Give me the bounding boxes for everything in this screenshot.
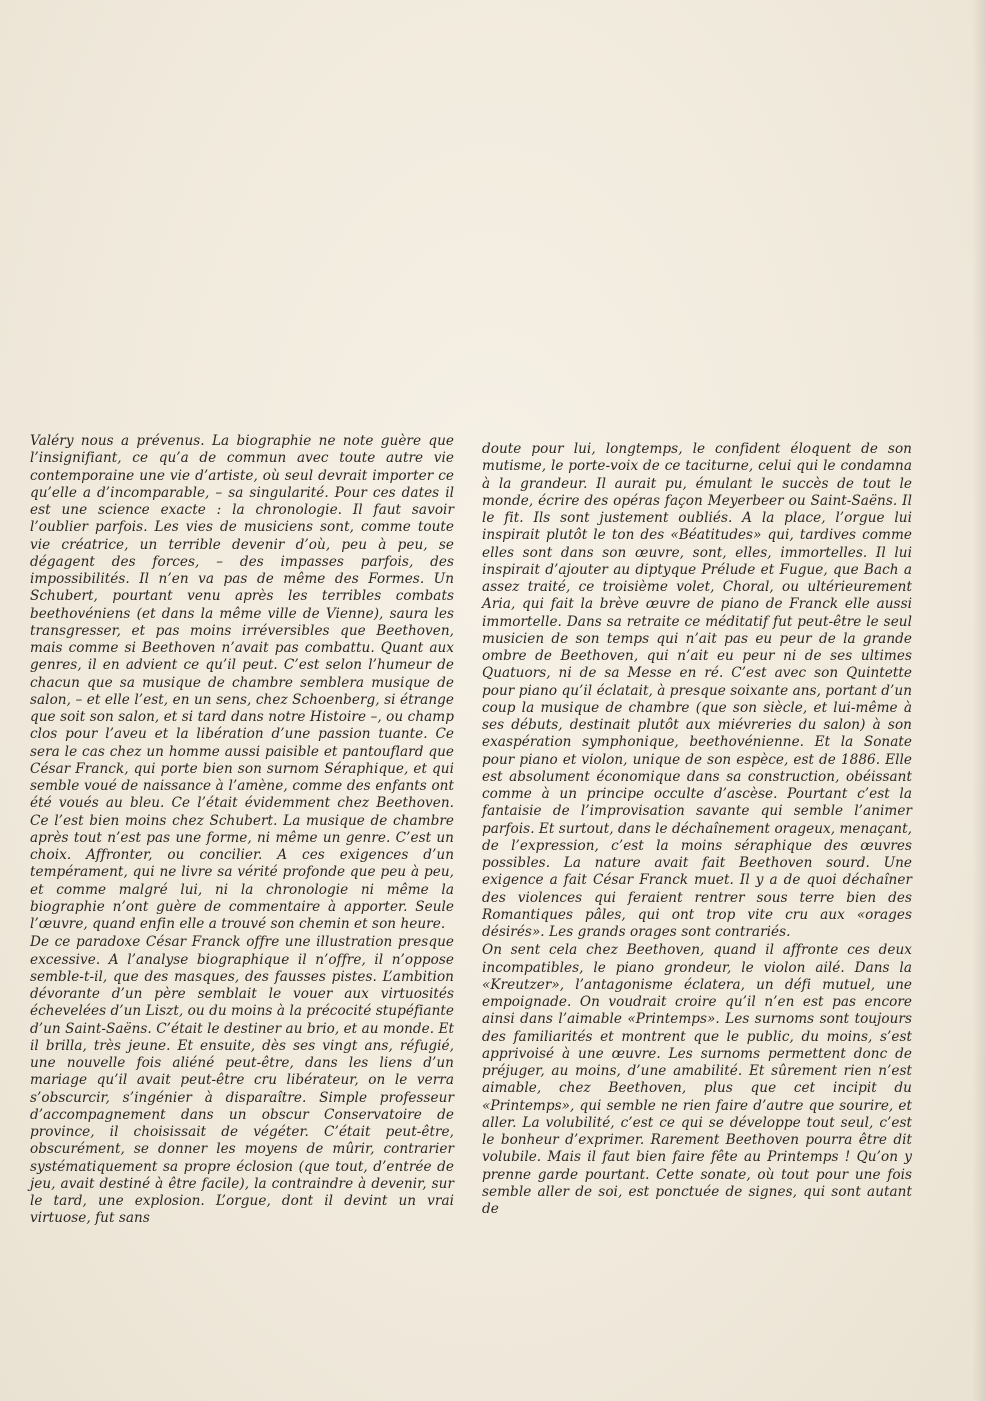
paragraph: Valéry nous a prévenus. La biographie ne note guère que l’insignifiant, ce qu’a de commun avec toute autre vie contemporaine une vie d’artiste, où seul devrait importer ce qu’elle a d’incomparable, – sa singularité. Pour ces dates il est une science exacte : la chronologie. Il faut savoir l’oublier parfois. Les vies de musiciens sont, comme toute vie créatrice, un terrible devenir d’où, peu à peu, se dégagent des forces, – des impasses parfois, des impossibilités. Il n’en va pas de même des Formes. Un Schubert, pourtant venu après les terribles combats beethovéniens (et dans la même ville de Vienne), saura les transgresser, et pas moins irréversibles que Beethoven, mais comme si Beethoven n’avait pas combattu. Quant aux genres, il en advient ce qu’il peut. C’est selon l’humeur de chacun que sa musique de chambre semblera musique de salon, – et elle l’est, en un sens, chez Schoenberg, si étrange que soit son salon, et si tard dans notre Histoire –, ou champ clos pour l’aveu et la libération d’une passion tuante. Ce sera le cas chez un homme aussi paisible et pantouflard que César Franck, qui porte bien son surnom Séraphique, et qui semble voué de naissance à l’amène, comme des enfants ont été voués au bleu. Ce l’était évidemment chez Beethoven. Ce l’est bien moins chez Schubert. La musique de chambre après tout n’est pas une forme, ni même un genre. C’est un choix. Affronter, ou concilier. A ces exigences d’un tempérament, qui ne livre sa vérité profonde que peu à peu, et comme malgré lui, ni la chronologie ni même la biographie n’ont guère de commentaire à apporter. Seule l’œuvre, quand enfin elle a trouvé son chemin et son heure.	[30, 433, 454, 932]
left-text-column	[30, 433, 454, 1228]
right-text-column	[482, 441, 912, 1218]
paragraph: On sent cela chez Beethoven, quand il affronte ces deux incompatibles, le piano grondeur, le violon ailé. Dans la «Kreutzer», l’antagonisme éclatera, un défi mutuel, une empoignade. On voudrait croire qu’il n’en est pas encore ainsi dans l’aimable «Printemps». Les surnoms sont toujours des familiarités et montrent que le public, du moins, s’est apprivoisé à une œuvre. Les surnoms permettent donc de préjuger, au moins, d’une amabilité. Et sûrement rien n’est aimable, chez Beethoven, plus que cet incipit du «Printemps», qui semble ne rien faire d’autre que sourire, et aller. La volubilité, c’est ce qui se développe tout seul, c’est le bonheur d’exprimer. Rarement Beethoven pourra être dit volubile. Mais il faut bien faire fête au Printemps ! Qu’on y prenne garde pourtant. Cette sonate, où tout pour une fois semble aller de soi, est ponctuée de signes, qui sont autant de	[482, 942, 912, 1217]
page-edge-shadow	[972, 0, 986, 1401]
paragraph: doute pour lui, longtemps, le confident éloquent de son mutisme, le porte-voix de ce taciturne, celui qui le condamna à la grandeur. Il aurait pu, émulant le succès de tout le monde, écrire des opéras façon Meyerbeer ou Saint-Saëns. Il le fit. Ils sont justement oubliés. A la place, l’orgue lui inspirait plutôt le ton des «Béatitudes» qui, tardives comme elles sont dans son œuvre, sont, elles, immortelles. Il lui inspirait d’ajouter au diptyque Prélude et Fugue, que Bach a assez traité, ce troisième volet, Choral, ou ultérieurement Aria, qui fait la brève œuvre de piano de Franck elle aussi immortelle. Dans sa retraite ce méditatif fut peut-être le seul musicien de son temps qui n’ait pas eu peur de la grande ombre de Beethoven, qui n’ait eu peur ni de ses ultimes Quatuors, ni de sa Messe en ré. C’est avec son Quintette pour piano qu’il éclatait, à presque soixante ans, portant d’un coup la musique de chambre (que son siècle, et lui-même à ses débuts, destinait plutôt aux miévreries du salon) à son exaspération symphonique, beethovénienne. Et la Sonate pour piano et violon, unique de son espèce, est de 1886. Elle est absolument économique dans sa construction, obéissant comme à un principe occulte d’ascèse. Pourtant c’est la fantaisie de l’improvisation savante qui semble l’animer parfois. Et surtout, dans le déchaînement orageux, menaçant, de l’expression, c’est la moins séraphique des œuvres possibles. La nature avait fait Beethoven sourd. Une exigence a fait César Franck muet. Il y a de quoi déchaîner des violences qui feraient rentrer sous terre bien des Romantiques pâles, qui ont trop vite cru aux «orages désirés». Les grands orages sont contrariés.	[482, 441, 912, 940]
paragraph: De ce paradoxe César Franck offre une illustration presque excessive. A l’analyse biographique il n’offre, il n’oppose semble-t-il, que des masques, des fausses pistes. L’ambition dévorante d’un père semblait le vouer aux virtuosités échevelées d’un Liszt, ou du moins à la précocité stupéfiante d’un Saint-Saëns. C’était le destiner au brio, et au monde. Et il brilla, très jeune. Et ensuite, dès ses vingt ans, réfugié, une nouvelle fois aliéné peut-être, dans les liens d’un mariage qu’il avait peut-être cru libérateur, on le verra s’obscurcir, s’ingénier à disparaître. Simple professeur d’accompagnement dans un obscur Conservatoire de province, il choisissait de végéter. C’était peut-être, obscurément, se donner les moyens de mûrir, contrarier systématiquement sa propre éclosion (que tout, d’entrée de jeu, avait destiné à être facile), la contraindre à devenir, sur le tard, une explosion. L’orgue, dont il devint un vrai virtuose, fut sans	[30, 934, 454, 1227]
